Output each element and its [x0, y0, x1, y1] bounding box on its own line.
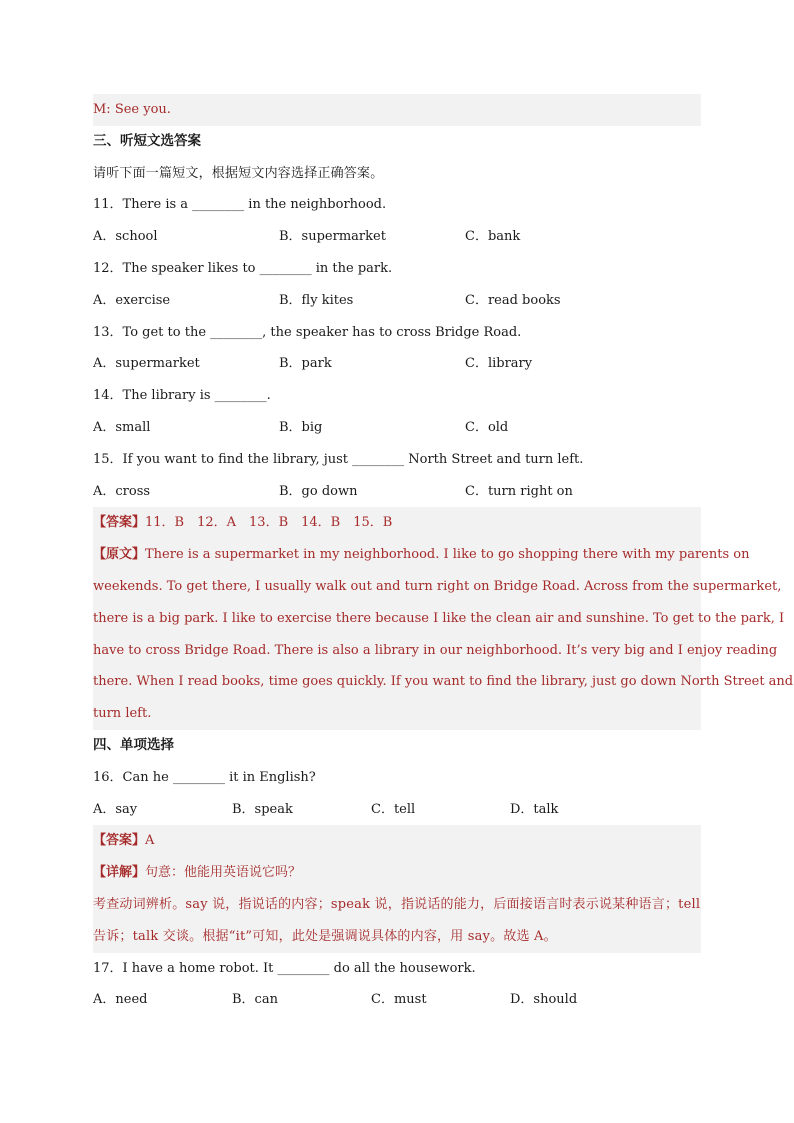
- section-3-instruction: 请听下面一篇短文，根据短文内容选择正确答案。: [93, 165, 384, 181]
- question-11-option-c: C．bank: [465, 229, 521, 245]
- question-13-options: [93, 348, 701, 380]
- question-17-stem: 17．I have a home robot. It ________ do all the housework.: [93, 960, 476, 976]
- original-text-line-1: [93, 539, 750, 571]
- question-12-option-a: A．exercise: [93, 292, 171, 308]
- section-3-title: 三、听短文选答案: [93, 132, 201, 149]
- question-11-options: [93, 221, 701, 253]
- question-13-stem: 13．To get to the ________, the speaker has to cross Bridge Road.: [93, 324, 522, 340]
- question-16-answer-block: [93, 825, 701, 952]
- question-16-explanation-line-1: 考查动词辨析。say 说，指说话的内容；speak 说，指说话的能力，后面接语言时表示说某种语言；tell: [93, 896, 701, 912]
- original-label: 【原文】: [93, 547, 146, 563]
- answer-label: 【答案】: [93, 515, 146, 531]
- question-16-answer-line: [93, 825, 701, 857]
- question-16-option-d: D．talk: [510, 801, 559, 817]
- question-15-stem: 15．If you want to find the library, just ________ North Street and turn left.: [93, 451, 584, 467]
- question-16-options: [93, 794, 701, 826]
- question-16-option-c: C．tell: [371, 801, 416, 817]
- question-15-option-b: B．go down: [279, 483, 358, 499]
- question-12-option-b: B．fly kites: [279, 292, 354, 308]
- question-12-stem: 12．The speaker likes to ________ in the park.: [93, 260, 393, 276]
- question-14-option-b: B．big: [279, 419, 323, 435]
- question-16-option-b: B．speak: [232, 801, 293, 817]
- question-15-option-a: A．cross: [93, 483, 151, 499]
- question-17-options: [93, 984, 701, 1016]
- question-14-option-a: A．small: [93, 419, 151, 435]
- answer-text: 11．B 12．A 13．B 14．B 15．B: [145, 515, 393, 531]
- question-11-option-b: B．supermarket: [279, 229, 386, 245]
- question-12-options: [93, 285, 701, 317]
- question-13-option-b: B．park: [279, 356, 332, 372]
- question-16-stem: 16．Can he ________ it in English?: [93, 769, 316, 785]
- section-3-answer-line: [93, 507, 701, 539]
- original-text-line-6: turn left.: [93, 706, 152, 722]
- q16-answer-label: 【答案】: [93, 833, 146, 849]
- question-14-stem: 14．The library is ________.: [93, 388, 271, 404]
- question-14-option-c: C．old: [465, 419, 509, 435]
- original-text-line-5: there. When I read books, time goes quickly. If you want to find the library, just go down North Street and: [93, 674, 794, 690]
- question-12-option-c: C．read books: [465, 292, 561, 308]
- q16-detail-text: 句意：他能用英语说它吗？: [145, 865, 302, 881]
- question-17-option-b: B．can: [232, 992, 278, 1008]
- question-11-stem: 11．There is a ________ in the neighborhood.: [93, 197, 387, 213]
- question-16-detail-line: [93, 857, 701, 889]
- q16-answer-text: A: [145, 833, 155, 849]
- original-text-line-3: there is a big park. I like to exercise there because I like the clean air and sunshine. To get to the park, I: [93, 610, 785, 626]
- dialogue-closing-line: M: See you.: [93, 94, 701, 126]
- section-3-answer-block: [93, 507, 794, 730]
- q16-detail-label: 【详解】: [93, 865, 146, 881]
- question-17-option-d: D．should: [510, 992, 578, 1008]
- question-17-option-a: A．need: [93, 992, 148, 1008]
- original-text-line-2: weekends. To get there, I usually walk out and turn right on Bridge Road. Across from the supermarket,: [93, 578, 782, 594]
- question-15-option-c: C．turn right on: [465, 483, 573, 499]
- original-text-line-4: have to cross Bridge Road. There is also a library in our neighborhood. It’s very big and I enjoy reading: [93, 642, 778, 658]
- question-16-option-a: A．say: [93, 801, 138, 817]
- question-17-option-c: C．must: [371, 992, 427, 1008]
- question-15-options: [93, 476, 701, 508]
- section-4-title: 四、单项选择: [93, 736, 174, 753]
- question-14-options: [93, 412, 701, 444]
- question-11-option-a: A．school: [93, 229, 158, 245]
- question-13-option-a: A．supermarket: [93, 356, 200, 372]
- question-13-option-c: C．library: [465, 356, 533, 372]
- document-content: [93, 94, 794, 1016]
- original-text: There is a supermarket in my neighborhood. I like to go shopping there with my parents on: [145, 547, 750, 563]
- question-16-explanation-line-2: 告诉；talk 交谈。根据“it”可知，此处是强调说具体的内容，用 say。故选 A。: [93, 928, 557, 944]
